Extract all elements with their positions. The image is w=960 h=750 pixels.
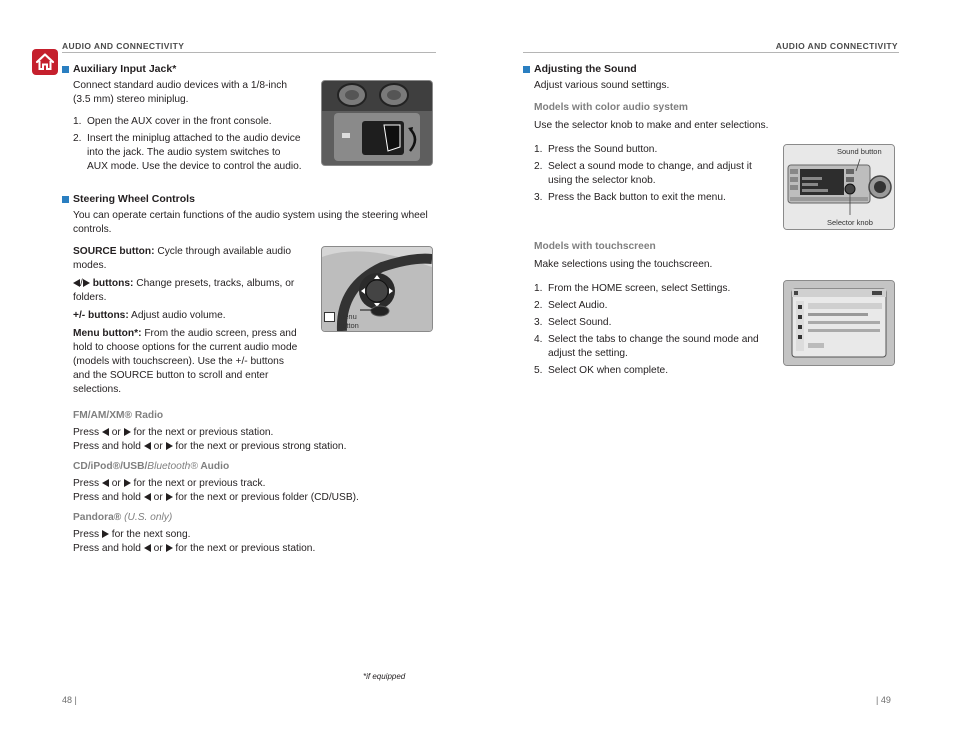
bullet-square-icon	[523, 66, 530, 73]
footnote: *if equipped	[363, 672, 406, 681]
color-audio-steps	[534, 143, 766, 205]
cd-subheading: CD/iPod®/USB/Bluetooth® Audio	[73, 461, 230, 472]
pandora-line-2: Press and hold or for the next or previous station.	[73, 543, 316, 554]
aux-steps	[73, 115, 303, 174]
cd-line-1: Press or for the next or previous track.	[73, 478, 266, 489]
menu-button-desc: Menu button*: From the audio screen, press and hold to choose options for the current audio mode (models with touchscreen). Use the +/- buttons and the SOURCE button to scroll and enter selections.	[73, 328, 298, 395]
list-item: 1. Open the AUX cover in the front console.	[73, 116, 272, 127]
page-number-right: | 49	[876, 695, 891, 705]
touchscreen-intro: Make selections using the touchscreen.	[534, 259, 713, 270]
touchscreen-subheading: Models with touchscreen	[534, 241, 656, 252]
radio-subheading: FM/AM/XM® Radio	[73, 410, 164, 421]
pandora-subheading: Pandora® (U.S. only)	[73, 512, 173, 523]
pandora-line-1: Press for the next song.	[73, 529, 191, 540]
radio-line-2: Press and hold or for the next or previous strong station.	[73, 441, 347, 452]
list-item: 2. Insert the miniplug attached to the audio device into the jack. The audio system switches to AUX mode. Use the device to control the audio.	[73, 133, 302, 172]
volume-buttons-desc: +/- buttons: Adjust audio volume.	[73, 310, 226, 321]
list-item: 3. Select Sound.	[534, 317, 612, 328]
aux-intro: Connect standard audio devices with a 1/8-inch (3.5 mm) stereo miniplug.	[73, 80, 288, 105]
selector-knob-callout: Selector knob	[827, 218, 873, 227]
sound-intro: Adjust various sound settings.	[534, 80, 670, 91]
source-button-desc: SOURCE button: Cycle through available audio modes.	[73, 246, 291, 271]
left-header-rule	[62, 52, 436, 53]
sound-heading: Adjusting the Sound	[523, 62, 899, 76]
aux-console-image	[321, 80, 433, 166]
aux-heading: Auxiliary Input Jack*	[62, 62, 434, 76]
list-item: 5. Select OK when complete.	[534, 365, 669, 376]
left-running-header: AUDIO AND CONNECTIVITY	[62, 41, 185, 51]
list-item: 3. Press the Back button to exit the menu.	[534, 192, 726, 203]
right-arrow-icon	[83, 279, 90, 287]
home-icon[interactable]	[32, 49, 58, 75]
left-arrow-icon	[73, 279, 80, 287]
touchscreen-image	[783, 280, 895, 366]
list-item: 1. Press the Sound button.	[534, 144, 658, 155]
list-item: 1. From the HOME screen, select Settings.	[534, 283, 731, 294]
right-running-header: AUDIO AND CONNECTIVITY	[775, 41, 898, 51]
list-item: 2. Select Audio.	[534, 300, 608, 311]
list-item: 4. Select the tabs to change the sound mode and adjust the setting.	[534, 334, 759, 359]
menu-button-callout: Menu button	[324, 312, 362, 330]
bullet-square-icon	[62, 66, 69, 73]
callout-marker-icon	[324, 312, 335, 322]
cd-line-2: Press and hold or for the next or previous folder (CD/USB).	[73, 492, 359, 503]
sound-button-callout: Sound button	[837, 147, 882, 156]
bullet-square-icon	[62, 196, 69, 203]
color-audio-intro: Use the selector knob to make and enter selections.	[534, 120, 769, 131]
page-number-left: 48 |	[62, 695, 77, 705]
list-item: 2. Select a sound mode to change, and adjust it using the selector knob.	[534, 161, 752, 186]
steering-intro: You can operate certain functions of the audio system using the steering wheel controls.	[73, 210, 428, 235]
steering-heading: Steering Wheel Controls	[62, 192, 434, 206]
right-header-rule	[523, 52, 899, 53]
color-audio-subheading: Models with color audio system	[534, 102, 688, 113]
arrow-buttons-desc: / buttons: Change presets, tracks, albums, or folders.	[73, 278, 295, 303]
touchscreen-steps	[534, 282, 766, 378]
radio-line-1: Press or for the next or previous station.	[73, 427, 274, 438]
